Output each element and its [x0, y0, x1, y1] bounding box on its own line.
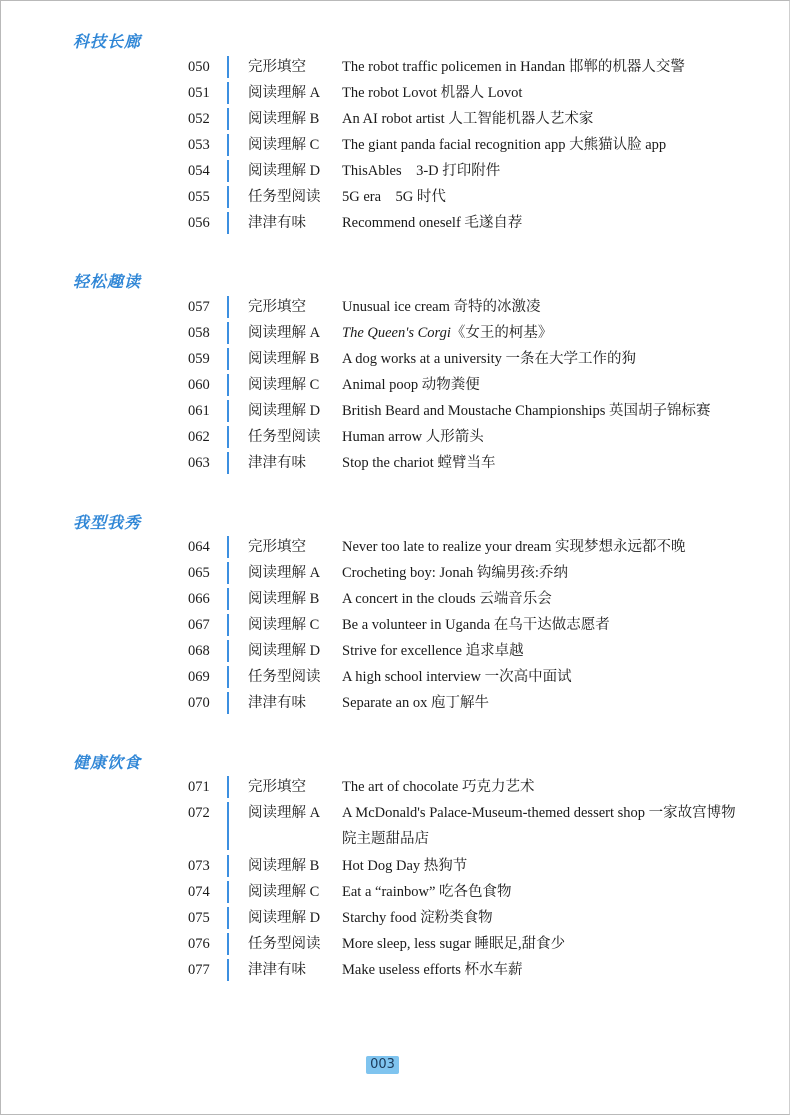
toc-entry[interactable] [0, 853, 790, 879]
entry-number: 055 [188, 189, 210, 205]
divider-bar [227, 134, 229, 156]
entry-type: 完形填空 [248, 299, 306, 315]
divider-bar [227, 296, 229, 318]
divider-bar [227, 322, 229, 344]
divider-bar [227, 959, 229, 981]
divider-bar [227, 400, 229, 422]
entry-number: 051 [188, 85, 210, 101]
divider-bar [227, 186, 229, 208]
entry-type: 阅读理解 B [248, 591, 320, 607]
toc-entry[interactable] [0, 210, 790, 236]
entry-number: 058 [188, 325, 210, 341]
toc-entry[interactable] [0, 320, 790, 346]
divider-bar [227, 562, 229, 584]
entry-title: A dog works at a university 一条在大学工作的狗 [342, 351, 637, 367]
divider-bar [227, 160, 229, 182]
toc-entry[interactable] [0, 931, 790, 957]
toc-entry[interactable] [0, 346, 790, 372]
entry-title-rest: 《女王的柯基》 [450, 325, 553, 341]
entry-title: The robot traffic policemen in Handan 邯郸的机器人交警 [342, 59, 685, 75]
toc-entry[interactable] [0, 106, 790, 132]
entry-title: Never too late to realize your dream 实现梦想永远都不晚 [342, 539, 686, 555]
entry-type: 阅读理解 D [248, 910, 321, 926]
toc-entry[interactable] [0, 905, 790, 931]
entry-number: 054 [188, 163, 210, 179]
entry-title [342, 320, 737, 346]
divider-bar [227, 426, 229, 448]
entry-type: 阅读理解 C [248, 884, 320, 900]
entry-type: 任务型阅读 [248, 669, 321, 685]
entry-title: Starchy food 淀粉类食物 [342, 910, 493, 926]
entry-number: 063 [188, 455, 210, 471]
entry-title: The robot Lovot 机器人 Lovot [342, 85, 523, 101]
divider-bar [227, 588, 229, 610]
toc-entry[interactable] [0, 774, 790, 800]
divider-bar [227, 666, 229, 688]
entry-number: 068 [188, 643, 210, 659]
toc-entry[interactable] [0, 800, 790, 852]
entry-number: 075 [188, 910, 210, 926]
entry-type: 津津有味 [248, 215, 306, 231]
toc-entry[interactable] [0, 560, 790, 586]
entry-number: 072 [188, 805, 210, 821]
toc-entry[interactable] [0, 184, 790, 210]
entry-title: Hot Dog Day 热狗节 [342, 858, 468, 874]
entry-number: 060 [188, 377, 210, 393]
divider-bar [227, 855, 229, 877]
entry-type: 阅读理解 C [248, 617, 320, 633]
entry-title: Animal poop 动物粪便 [342, 377, 480, 393]
divider-bar [227, 374, 229, 396]
entry-type: 阅读理解 B [248, 111, 320, 127]
entry-type: 阅读理解 D [248, 163, 321, 179]
entry-type: 任务型阅读 [248, 429, 321, 445]
entry-number: 077 [188, 962, 210, 978]
toc-entry[interactable] [0, 132, 790, 158]
toc-entry[interactable] [0, 80, 790, 106]
divider-bar [227, 881, 229, 903]
entry-title: Be a volunteer in Uganda 在乌干达做志愿者 [342, 617, 610, 633]
toc-entry[interactable] [0, 424, 790, 450]
toc-entry[interactable] [0, 586, 790, 612]
entry-type: 完形填空 [248, 59, 306, 75]
entry-type: 津津有味 [248, 962, 306, 978]
entry-type: 津津有味 [248, 695, 306, 711]
entry-type: 阅读理解 A [248, 85, 321, 101]
entry-type: 阅读理解 C [248, 377, 320, 393]
entry-number: 076 [188, 936, 210, 952]
entry-title: Stop the chariot 螳臂当车 [342, 455, 496, 471]
entry-title: Make useless efforts 杯水车薪 [342, 962, 523, 978]
entry-type: 津津有味 [248, 455, 306, 471]
entry-title: British Beard and Moustache Championships 英国胡子锦标赛 [342, 403, 711, 419]
entry-number: 069 [188, 669, 210, 685]
entry-title: A high school interview 一次高中面试 [342, 669, 572, 685]
entry-type: 完形填空 [248, 779, 306, 795]
section-heading: 轻松趣读 [73, 272, 142, 291]
toc-entry[interactable] [0, 879, 790, 905]
toc-entry[interactable] [0, 957, 790, 983]
entry-title: Human arrow 人形箭头 [342, 429, 484, 445]
entry-title: An AI robot artist 人工智能机器人艺术家 [342, 111, 594, 127]
divider-bar [227, 907, 229, 929]
divider-bar [227, 212, 229, 234]
entry-number: 073 [188, 858, 210, 874]
entry-type: 阅读理解 D [248, 643, 321, 659]
entry-title: More sleep, less sugar 睡眠足,甜食少 [342, 936, 566, 952]
entry-number: 066 [188, 591, 210, 607]
entry-number: 067 [188, 617, 210, 633]
entry-title: Eat a “rainbow” 吃各色食物 [342, 884, 512, 900]
entry-number: 065 [188, 565, 210, 581]
entry-type: 阅读理解 B [248, 858, 320, 874]
entry-type: 阅读理解 B [248, 351, 320, 367]
toc-entry[interactable] [0, 534, 790, 560]
toc-entry[interactable] [0, 294, 790, 320]
entry-number: 059 [188, 351, 210, 367]
section-heading: 健康饮食 [73, 753, 142, 772]
entry-number: 061 [188, 403, 210, 419]
entry-title: ThisAbles 3-D 打印附件 [342, 163, 501, 179]
entry-number: 050 [188, 59, 210, 75]
entry-title: Recommend oneself 毛遂自荐 [342, 215, 523, 231]
entry-number: 071 [188, 779, 210, 795]
divider-bar [227, 933, 229, 955]
toc-entry[interactable] [0, 690, 790, 716]
entry-type: 阅读理解 A [248, 805, 321, 821]
entry-number: 052 [188, 111, 210, 127]
divider-bar [227, 640, 229, 662]
page-number: 003 [366, 1056, 399, 1074]
entry-type: 完形填空 [248, 539, 306, 555]
entry-type: 阅读理解 A [248, 325, 321, 341]
entry-title: The giant panda facial recognition app 大熊猫认脸 app [342, 137, 667, 153]
section-heading: 我型我秀 [73, 513, 142, 532]
divider-bar [227, 82, 229, 104]
divider-bar [227, 452, 229, 474]
entry-title: The art of chocolate 巧克力艺术 [342, 779, 535, 795]
entry-title: Crocheting boy: Jonah 钩编男孩:乔纳 [342, 565, 568, 581]
section-heading: 科技长廊 [73, 32, 142, 51]
entry-number: 062 [188, 429, 210, 445]
divider-bar [227, 614, 229, 636]
entry-type: 阅读理解 D [248, 403, 321, 419]
entry-title: Strive for excellence 追求卓越 [342, 643, 524, 659]
entry-title: A McDonald's Palace-Museum-themed dessert shop 一家故宫博物院主题甜品店 [342, 805, 736, 847]
toc-entry[interactable] [0, 398, 790, 424]
divider-bar [227, 776, 229, 798]
toc-entry[interactable] [0, 158, 790, 184]
entry-type: 阅读理解 C [248, 137, 320, 153]
divider-bar [227, 536, 229, 558]
toc-entry[interactable] [0, 54, 790, 80]
entry-type: 任务型阅读 [248, 189, 321, 205]
entry-title: Unusual ice cream 奇特的冰激凌 [342, 299, 541, 315]
divider-bar [227, 108, 229, 130]
entry-number: 070 [188, 695, 210, 711]
entry-type: 阅读理解 A [248, 565, 321, 581]
entry-title: A concert in the clouds 云端音乐会 [342, 591, 552, 607]
divider-bar [227, 692, 229, 714]
divider-bar [227, 348, 229, 370]
divider-bar [227, 802, 229, 850]
toc-entry[interactable] [0, 638, 790, 664]
entry-number: 074 [188, 884, 210, 900]
entry-number: 053 [188, 137, 210, 153]
divider-bar [227, 56, 229, 78]
toc-entry[interactable] [0, 664, 790, 690]
entry-type: 任务型阅读 [248, 936, 321, 952]
entry-number: 056 [188, 215, 210, 231]
toc-entry[interactable] [0, 612, 790, 638]
toc-entry[interactable] [0, 372, 790, 398]
entry-title: 5G era 5G 时代 [342, 189, 446, 205]
entry-title: Separate an ox 庖丁解牛 [342, 695, 489, 711]
entry-number: 064 [188, 539, 210, 555]
toc-entry[interactable] [0, 450, 790, 476]
entry-title-italic: The Queen's Corgi [342, 325, 451, 341]
entry-number: 057 [188, 299, 210, 315]
